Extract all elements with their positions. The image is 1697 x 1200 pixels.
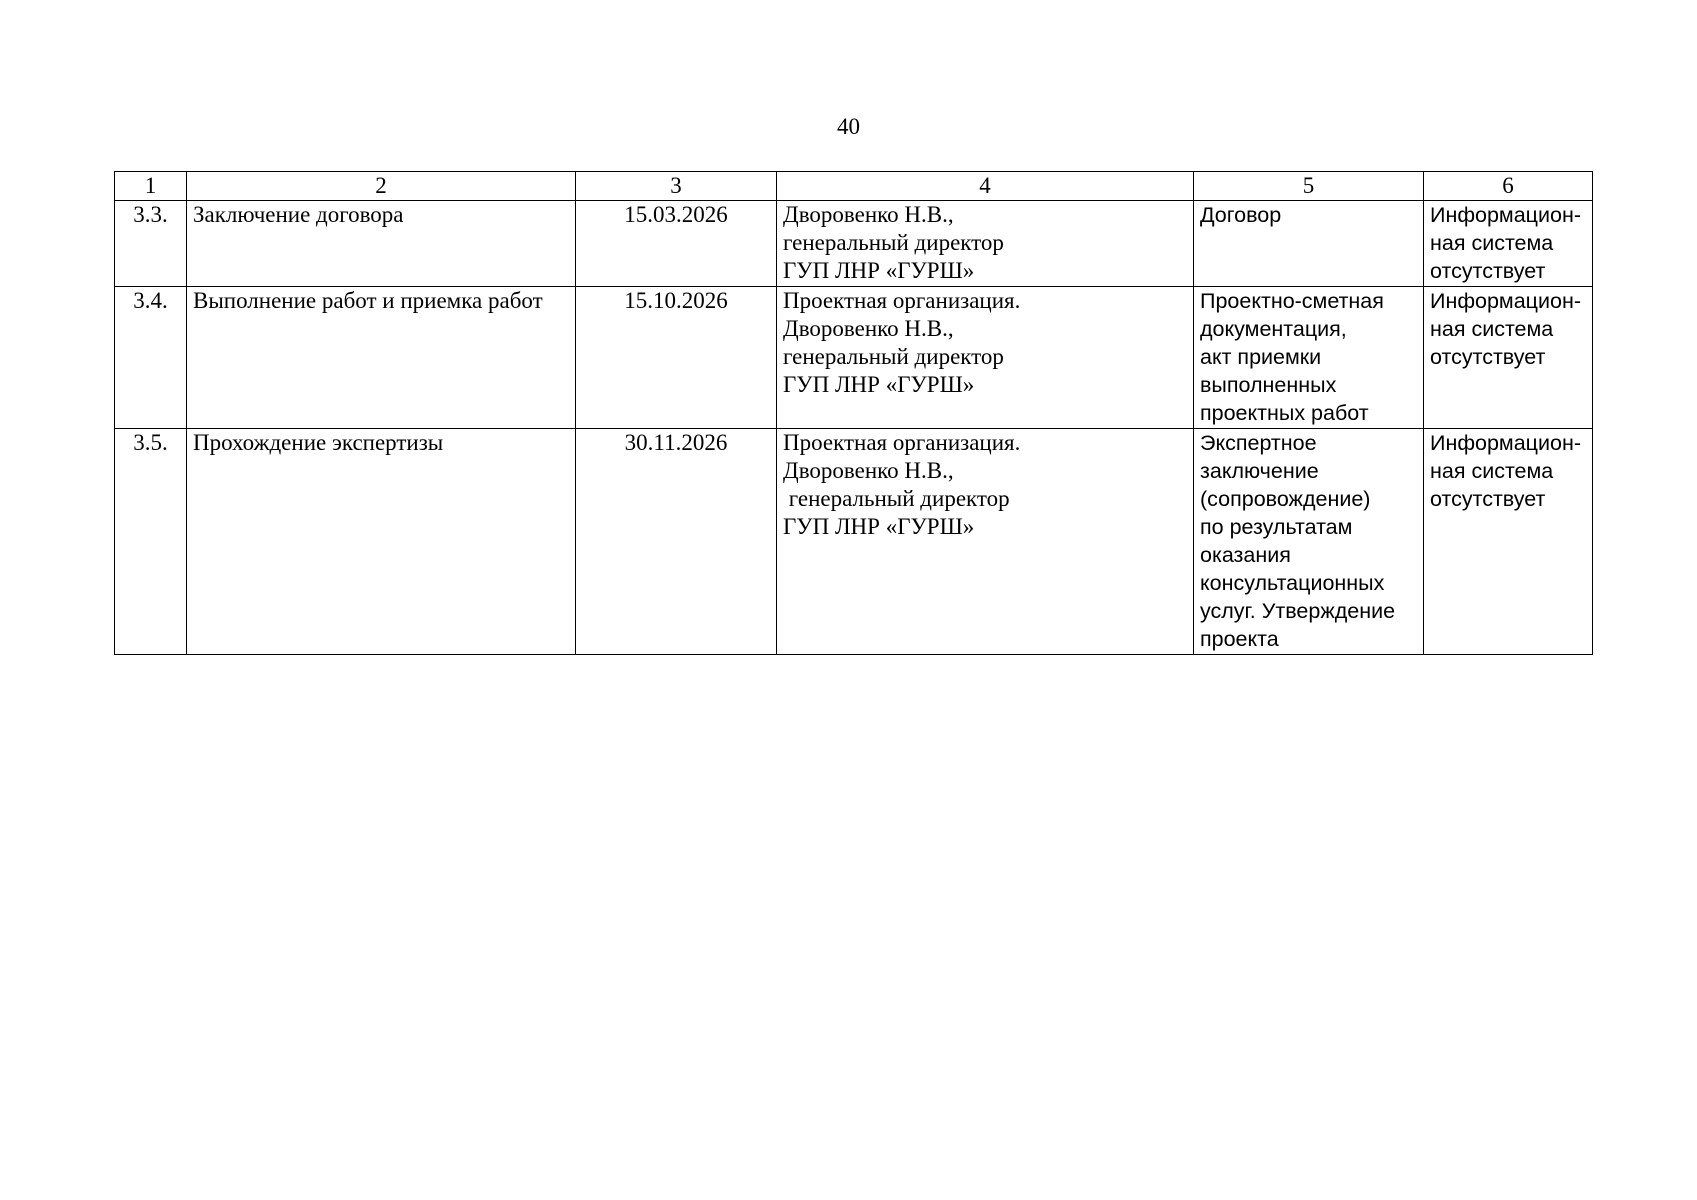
- system-cell: [1424, 201, 1593, 287]
- schedule-table: [114, 171, 1593, 655]
- cell-line: генеральный директор: [783, 344, 1004, 369]
- cell-line: акт приемки: [1200, 345, 1322, 369]
- date-cell: 15.03.2026: [576, 201, 777, 287]
- cell-line: Дворовенко Н.В.,: [783, 316, 954, 341]
- cell-line: Информацион-: [1430, 431, 1581, 455]
- result-cell: [1194, 429, 1424, 655]
- table-row: [115, 429, 1593, 655]
- column-header: 5: [1194, 172, 1424, 201]
- cell-line: отсутствует: [1430, 487, 1546, 511]
- row-number-cell: 3.5.: [115, 429, 187, 655]
- cell-line: ная система: [1430, 459, 1554, 483]
- responsible-cell: [777, 429, 1194, 655]
- cell-line: проекта: [1200, 627, 1279, 651]
- cell-line: Информацион-: [1430, 203, 1581, 227]
- cell-line: услуг. Утверждение: [1200, 599, 1396, 623]
- cell-line: Проектная организация.: [783, 288, 1021, 313]
- date-cell: 30.11.2026: [576, 429, 777, 655]
- column-header: 2: [187, 172, 576, 201]
- cell-line: Проектно-сметная: [1200, 289, 1384, 313]
- cell-line: (сопровождение): [1200, 487, 1371, 511]
- cell-line: Дворовенко Н.В.,: [783, 202, 954, 227]
- cell-line: ная система: [1430, 317, 1554, 341]
- cell-line: отсутствует: [1430, 259, 1546, 283]
- cell-line: ГУП ЛНР «ГУРШ»: [783, 514, 975, 539]
- row-number-cell: 3.4.: [115, 287, 187, 429]
- stage-cell: Выполнение работ и приемка работ: [187, 287, 576, 429]
- table-row: [115, 287, 1593, 429]
- page-number: 40: [837, 114, 860, 139]
- column-header: 3: [576, 172, 777, 201]
- cell-line: ная система: [1430, 231, 1554, 255]
- cell-line: Дворовенко Н.В.,: [783, 458, 954, 483]
- cell-line: консультационных: [1200, 571, 1385, 595]
- cell-line: выполненных: [1200, 373, 1337, 397]
- date-cell: 15.10.2026: [576, 287, 777, 429]
- cell-line: Экспертное: [1200, 431, 1317, 455]
- column-header: 4: [777, 172, 1194, 201]
- stage-cell: Прохождение экспертизы: [187, 429, 576, 655]
- cell-line: заключение: [1200, 459, 1319, 483]
- cell-line: по результатам: [1200, 515, 1353, 539]
- cell-line: оказания: [1200, 543, 1291, 567]
- cell-line: ГУП ЛНР «ГУРШ»: [783, 258, 975, 283]
- result-cell: [1194, 287, 1424, 429]
- cell-line: ГУП ЛНР «ГУРШ»: [783, 372, 975, 397]
- result-cell: [1194, 201, 1424, 287]
- column-header: 1: [115, 172, 187, 201]
- cell-line: отсутствует: [1430, 345, 1546, 369]
- cell-line: Проектная организация.: [783, 430, 1021, 455]
- column-header: 6: [1424, 172, 1593, 201]
- cell-line: генеральный директор: [783, 486, 1010, 511]
- cell-line: генеральный директор: [783, 230, 1004, 255]
- responsible-cell: [777, 287, 1194, 429]
- cell-line: документация,: [1200, 317, 1347, 341]
- responsible-cell: [777, 201, 1194, 287]
- stage-cell: Заключение договора: [187, 201, 576, 287]
- table-row: [115, 201, 1593, 287]
- row-number-cell: 3.3.: [115, 201, 187, 287]
- cell-line: проектных работ: [1200, 401, 1369, 425]
- cell-line: Информацион-: [1430, 289, 1581, 313]
- system-cell: [1424, 429, 1593, 655]
- table-header-row: [115, 172, 1593, 201]
- system-cell: [1424, 287, 1593, 429]
- cell-line: Договор: [1200, 203, 1282, 227]
